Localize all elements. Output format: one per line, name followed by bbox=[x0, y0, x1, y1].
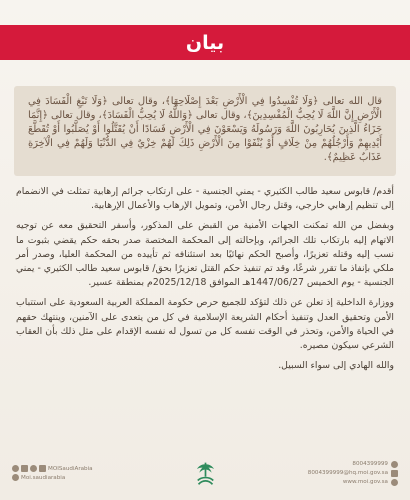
quran-verses-box bbox=[14, 86, 396, 176]
social-row-1[interactable] bbox=[12, 465, 93, 472]
email-address[interactable]: 8004399999@hq.moi.gov.sa bbox=[307, 470, 388, 476]
snapchat-icon bbox=[39, 465, 46, 472]
social-row-2[interactable] bbox=[12, 474, 65, 481]
facebook-icon bbox=[12, 474, 19, 481]
ministry-emblem bbox=[189, 457, 221, 489]
contact-info bbox=[283, 461, 398, 486]
social-handle-secondary[interactable]: Moi.saudiarabia bbox=[21, 474, 66, 481]
instagram-icon bbox=[21, 465, 28, 472]
social-handle-primary[interactable]: MOISaudiArabia bbox=[48, 465, 93, 472]
website-link[interactable]: www.moi.gov.sa bbox=[342, 479, 388, 485]
phone-number[interactable]: 8004399999 bbox=[352, 461, 388, 467]
closing-line: والله الهادي إلى سواء السبيل. bbox=[278, 360, 394, 372]
phone-icon bbox=[391, 461, 398, 468]
phone-row[interactable] bbox=[352, 461, 398, 468]
globe-icon bbox=[391, 479, 398, 486]
mail-icon bbox=[391, 470, 398, 477]
statement-paragraph-accused: أقدم/ قابوس سعيد طالب الكثيري - يمني الجنسية - على ارتكاب جرائم إرهابية تمثلت في الانضمام إلى تنظيم إرهابي خارجي، وقتل رجال الأمن، وتمويل الإرهاب والأعمال الإرهابية. bbox=[16, 186, 394, 212]
social-links bbox=[12, 465, 127, 481]
x-social-icon bbox=[12, 465, 19, 472]
email-row[interactable] bbox=[308, 470, 398, 477]
title-banner bbox=[0, 25, 410, 60]
youtube-icon bbox=[30, 465, 37, 472]
statement-paragraph-judgment: وبفضل من الله تمكنت الجهات الأمنية من القبض على المذكور، وأسفر التحقيق معه عن توجيه الاتهام إليه بارتكاب تلك الجرائم، وبإحالته إلى المحكمة المختصة صدر بحقه حكم يقضي بثبوت ما نسب إليه وقتله تعزيرًا، وأصبح الحكم نهائيًا بعد استئنافه ثم تأييده من المحكمة العليا، وصدر أمر ملكي بإنفاذ ما تقرر شرعًا، وقد تم تنفيذ حكم القتل تعزيرًا بحق/ قابوس سعيد طالب الكثيري - يمني الجنسية - يوم الخميس 1447/06/27هـ الموافق 2025/12/18م بمنطقة عسير. bbox=[16, 220, 394, 289]
quran-verses-text: قال الله تعالى ﴿وَلَا تُفْسِدُوا فِي الْأَرْضِ بَعْدَ إِصْلَاحِهَا﴾، وقال تعالى ﴿وَلَا تَبْغِ الْفَسَادَ فِي الْأَرْضِ إِنَّ اللَّهَ لَا يُحِبُّ الْمُفْسِدِينَ﴾، وقال تعالى ﴿وَاللَّهُ لَا يُحِبُّ الْفَسَادَ﴾، وقال تعالى ﴿إِنَّمَا جَزَاءُ الَّذِينَ يُحَارِبُونَ اللَّهَ وَرَسُولَهُ وَيَسْعَوْنَ فِي الْأَرْضِ فَسَادًا أَنْ يُقَتَّلُوا أَوْ يُصَلَّبُوا أَوْ تُقَطَّعَ أَيْدِيهِمْ وَأَرْجُلُهُمْ مِنْ خِلَافٍ أَوْ يُنْفَوْا مِنَ الْأَرْضِ ذَلِكَ لَهُمْ خِزْيٌ فِي الدُّنْيَا وَلَهُمْ فِي الْآخِرَةِ عَذَابٌ عَظِيمٌ﴾. bbox=[28, 96, 382, 163]
statement-body bbox=[16, 185, 394, 373]
website-row[interactable] bbox=[343, 479, 398, 486]
footer bbox=[12, 455, 398, 491]
palm-swords-icon bbox=[190, 458, 221, 489]
statement-paragraph-warning: ووزارة الداخلية إذ تعلن عن ذلك لتؤكد للجميع حرص حكومة المملكة العربية السعودية على استتباب الأمن وتحقيق العدل وتنفيذ أحكام الشريعة الإسلامية في كل من يتعدى على الآمنين، وينتهك حقهم في الحياة والأمن، وتحذر في الوقت نفسه كل من تسول له نفسه الإقدام على مثل ذلك بأن العقاب الشرعي سيكون مصيره. bbox=[16, 297, 394, 352]
page-title: بيان bbox=[185, 31, 225, 54]
